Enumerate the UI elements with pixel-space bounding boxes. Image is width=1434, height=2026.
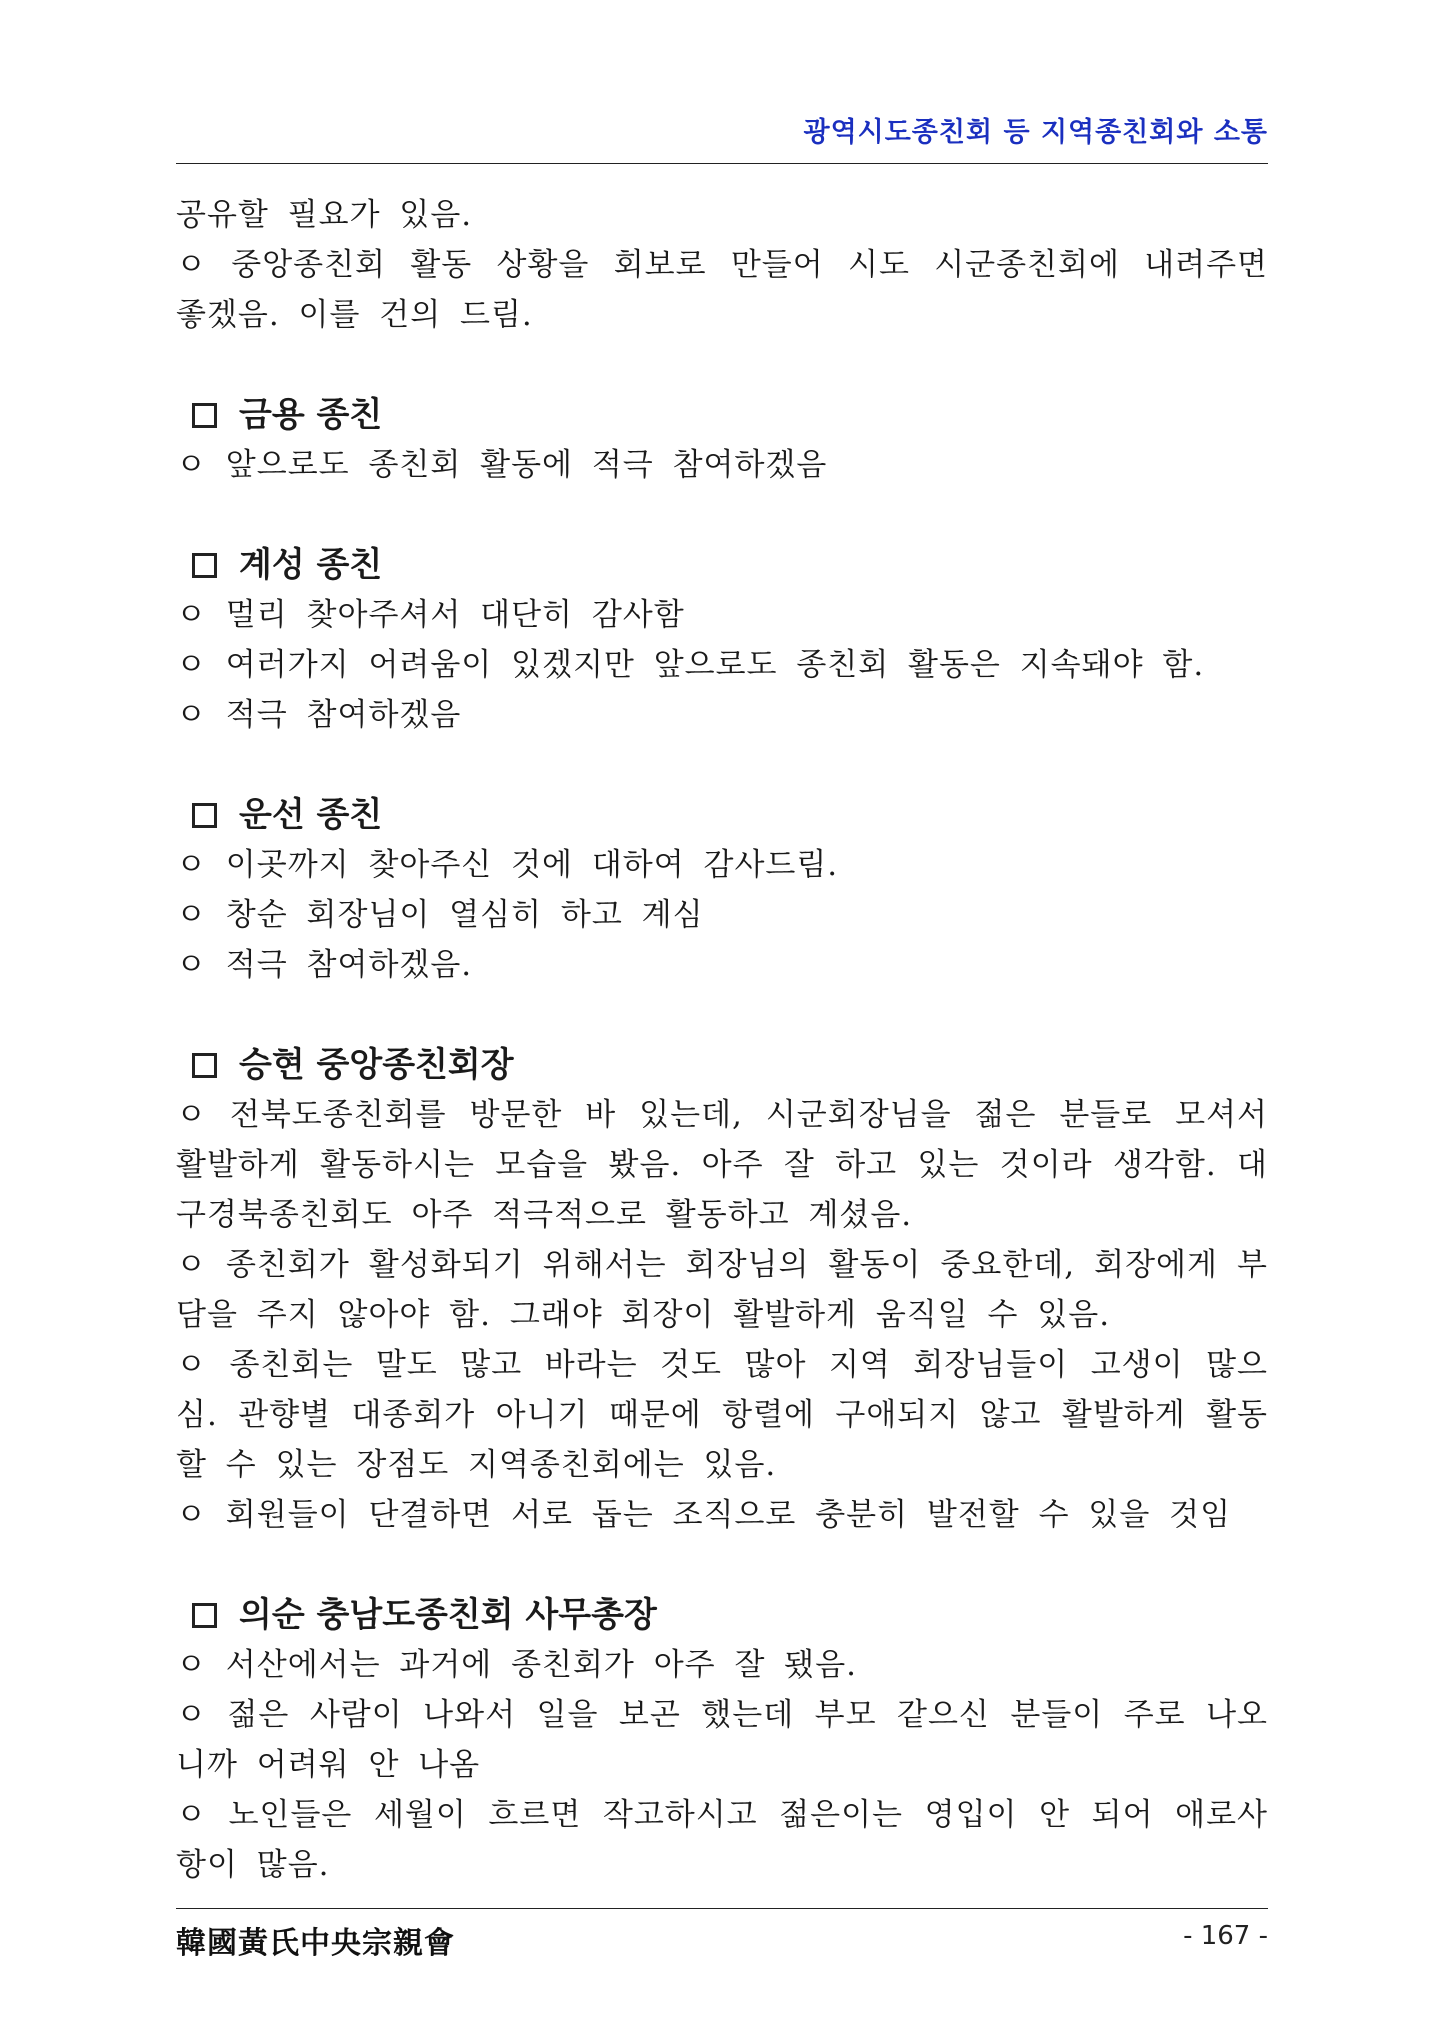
running-header: 광역시도종친회 등 지역종친회와 소통	[803, 117, 1268, 148]
checkbox-icon	[192, 1603, 217, 1628]
checkbox-icon	[192, 1053, 217, 1078]
section-title: 계성 종친	[239, 545, 383, 585]
list-item: ㅇ 앞으로도 종친회 활동에 적극 참여하겠음	[176, 447, 828, 483]
section-gyeseong	[176, 540, 1268, 740]
page-number: - 167 -	[1183, 1921, 1268, 1951]
section-heading	[192, 540, 1268, 590]
section-unseon	[176, 790, 1268, 990]
list-item: ㅇ 종친회는 말도 많고 바라는 것도 많아 지역 회장님들이 고생이 많으심. 관향별 대종회가 아니기 때문에 항렬에 구애되지 않고 활발하게 활동할 수 있는 장점도 지역종친회에는 있음.	[176, 1347, 1268, 1483]
list-item: ㅇ 종친회가 활성화되기 위해서는 회장님의 활동이 중요한데, 회장에게 부담을 주지 않아야 함. 그래야 회장이 활발하게 움직일 수 있음.	[176, 1247, 1268, 1333]
checkbox-icon	[192, 403, 217, 428]
list-item: ㅇ 적극 참여하겠음	[176, 697, 462, 733]
intro-line: 공유할 필요가 있음.	[176, 197, 473, 233]
section-heading	[192, 1590, 1268, 1640]
section-uisun	[176, 1590, 1268, 1890]
section-title: 금용 종친	[239, 395, 383, 435]
list-item: ㅇ 노인들은 세월이 흐르면 작고하시고 젊은이는 영입이 안 되어 애로사항이 많음.	[176, 1797, 1268, 1883]
checkbox-icon	[192, 803, 217, 828]
header-divider	[176, 163, 1268, 164]
page-body	[176, 190, 1268, 1890]
list-item: ㅇ 전북도종친회를 방문한 바 있는데, 시군회장님을 젊은 분들로 모셔서 활발하게 활동하시는 모습을 봤음. 아주 잘 하고 있는 것이라 생각함. 대구경북종친회도 아주 적극적으로 활동하고 계셨음.	[176, 1097, 1268, 1233]
list-item: ㅇ 적극 참여하겠음.	[176, 947, 473, 983]
section-title: 운선 종친	[239, 795, 383, 835]
list-item: ㅇ 젊은 사람이 나와서 일을 보곤 했는데 부모 같으신 분들이 주로 나오니까 어려워 안 나옴	[176, 1697, 1268, 1783]
checkbox-icon	[192, 553, 217, 578]
publisher-name: 韓國黃氏中央宗親會	[176, 1926, 455, 1961]
list-item: ㅇ 회원들이 단결하면 서로 돕는 조직으로 충분히 발전할 수 있을 것임	[176, 1497, 1232, 1533]
list-item: ㅇ 여러가지 어려움이 있겠지만 앞으로도 종친회 활동은 지속돼야 함.	[176, 647, 1205, 683]
footer-divider	[176, 1908, 1268, 1909]
list-item: ㅇ 이곳까지 찾아주신 것에 대하여 감사드림.	[176, 847, 839, 883]
section-title: 의순 충남도종친회 사무총장	[239, 1595, 657, 1635]
section-title: 승현 중앙종친회장	[239, 1045, 514, 1085]
section-heading	[192, 1040, 1268, 1090]
section-heading	[192, 790, 1268, 840]
list-item: ㅇ 멀리 찾아주셔서 대단히 감사함	[176, 597, 685, 633]
intro-item: ㅇ 중앙종친회 활동 상황을 회보로 만들어 시도 시군종친회에 내려주면 좋겠음. 이를 건의 드림.	[176, 247, 1268, 333]
section-heading	[192, 390, 1268, 440]
list-item: ㅇ 창순 회장님이 열심히 하고 계심	[176, 897, 704, 933]
section-seunghyeon	[176, 1040, 1268, 1540]
section-geumyong	[176, 390, 1268, 490]
list-item: ㅇ 서산에서는 과거에 종친회가 아주 잘 됐음.	[176, 1647, 858, 1683]
